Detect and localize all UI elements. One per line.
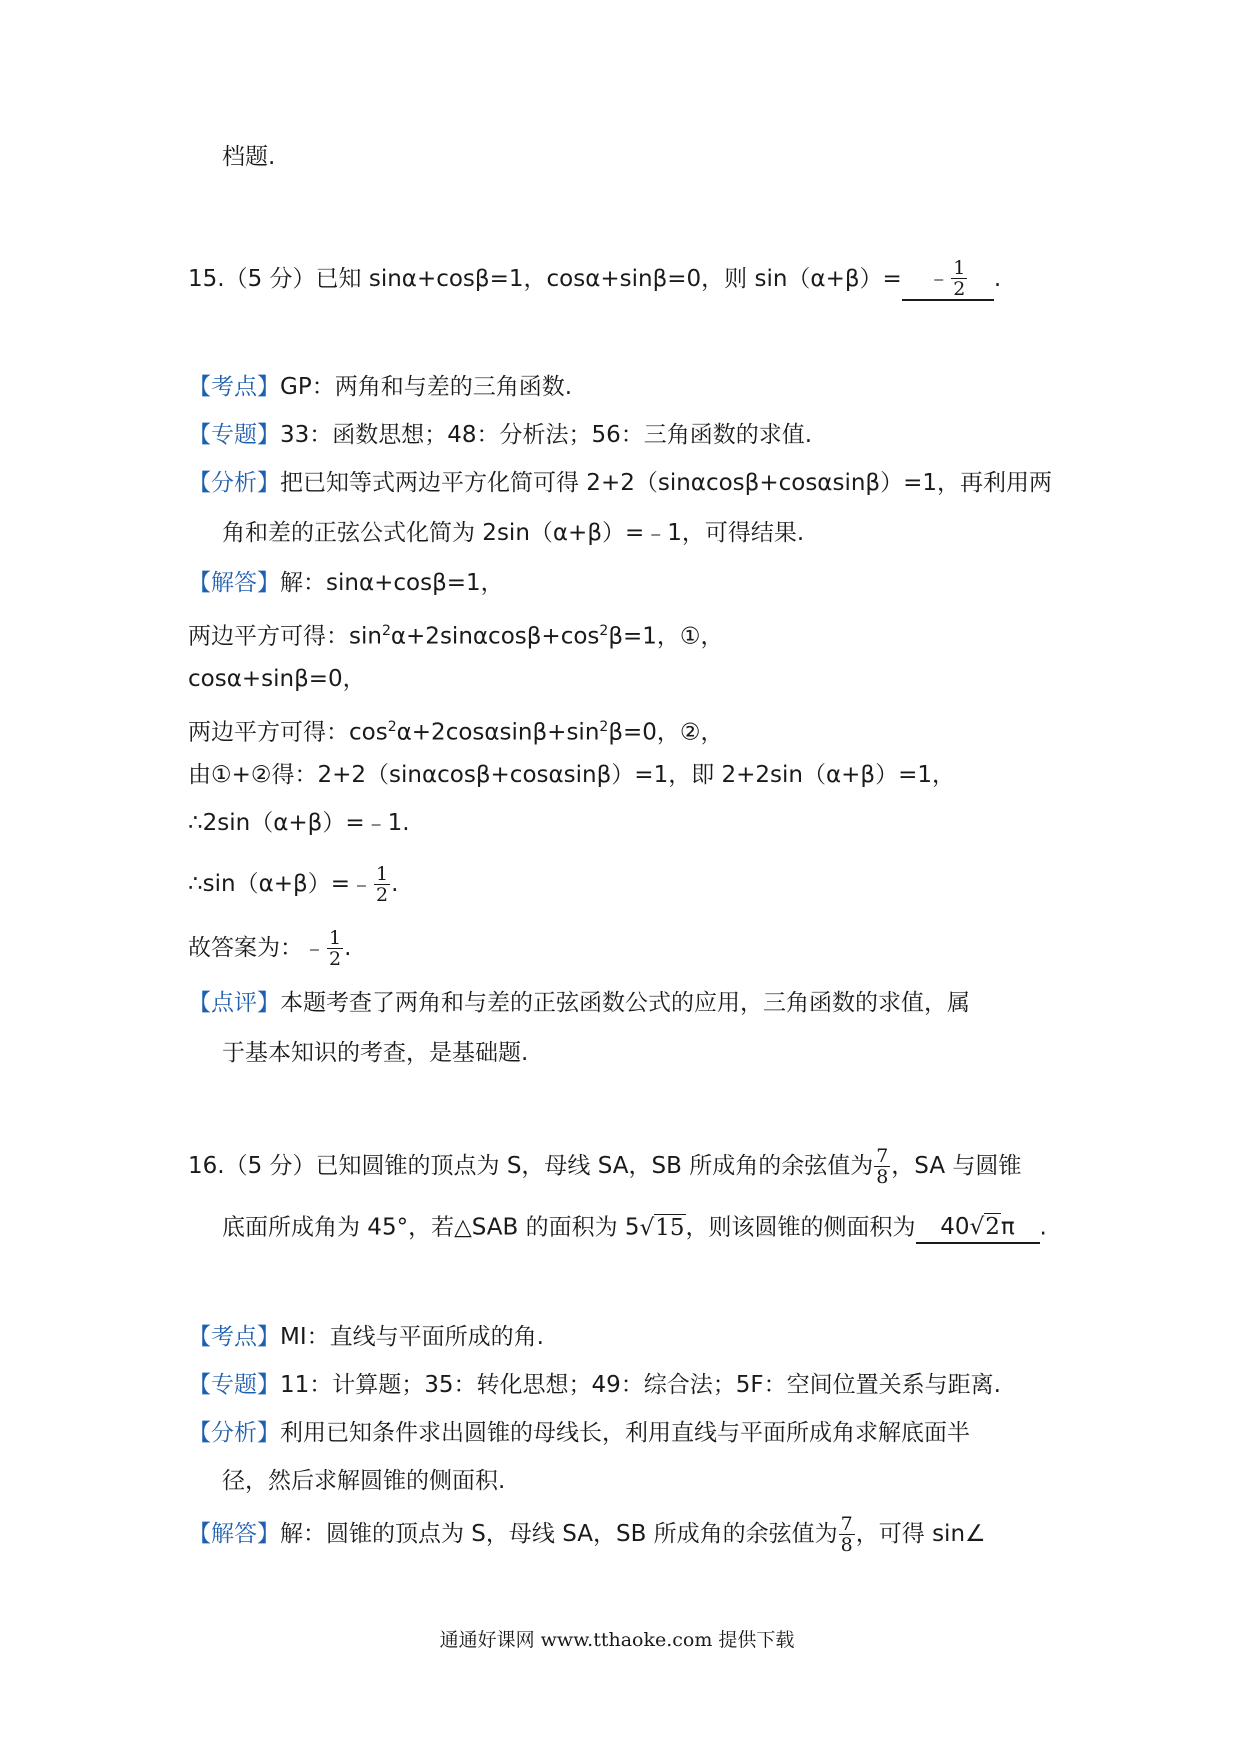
question-16-stem: 16.（5 分）已知圆锥的顶点为 S，母线 SA，SB 所成角的余弦值为 $\frac{7}{8}$ ，SA 与圆锥 (188, 1145, 1022, 1188)
solution-line: ∴2sin（α+β）=﹣1. (188, 810, 410, 836)
question-15-text: 15.（5 分）已知 sinα+cosβ=1，cosα+sinβ=0，则 sin（α+β）= (188, 266, 902, 292)
q15-fenxi-cont: 角和差的正弦公式化简为 2sin（α+β）=﹣1，可得结果. (222, 520, 805, 546)
q15-dianping: 【点评】本题考查了两角和与差的正弦函数公式的应用，三角函数的求值，属 (188, 990, 970, 1016)
solution-line: 两边平方可得：$\sin^2\alpha+2\sin\alpha\cos\beta+\cos^2\beta=1$，①， (188, 623, 724, 650)
section-tag: 【点评】 (188, 990, 280, 1016)
fraction: $\frac{1}{2}$ (375, 863, 389, 906)
section-tag: 【专题】 (188, 422, 280, 448)
section-tag: 【分析】 (188, 1420, 280, 1446)
q15-kaodian: 【考点】GP：两角和与差的三角函数. (188, 374, 573, 400)
question-16-stem-cont: 底面所成角为 45°，若△SAB 的面积为 5√15，则该圆锥的侧面积为 40√2π . (222, 1212, 1047, 1244)
q16-zhuanti: 【专题】11：计算题；35：转化思想；49：综合法；5F：空间位置关系与距离. (188, 1372, 1001, 1398)
final-answer-line: 故答案为：﹣ $\frac{1}{2}$ . (188, 927, 352, 970)
q15-fenxi: 【分析】把已知等式两边平方化简可得 2+2（sinαcosβ+cosαsinβ）=1，再利用两 (188, 470, 1053, 496)
carry-over-text: 档题. (222, 144, 276, 170)
fraction: $\frac{7}{8}$ (876, 1145, 889, 1188)
section-tag: 【考点】 (188, 374, 280, 400)
q16-kaodian: 【考点】MI：直线与平面所成的角. (188, 1324, 544, 1350)
solution-line: 两边平方可得：$\cos^2\alpha+2\cos\alpha\sin\beta+\sin^2\beta=0$，②， (188, 719, 724, 746)
solution-line: ∴sin（α+β）=﹣ $\frac{1}{2}$ . (188, 863, 399, 906)
fraction: $\frac{1}{2}$ (329, 927, 342, 970)
q15-jieda: 【解答】解：sinα+cosβ=1， (188, 570, 504, 596)
sqrt-expression: √2 (969, 1214, 1000, 1240)
question-15-stem: 15.（5 分）已知 sinα+cosβ=1，cosα+sinβ=0，则 sin（α+β）= ﹣ $\frac{1}{2}$ . (188, 257, 1002, 300)
sqrt-expression: √15 (639, 1214, 685, 1241)
section-tag: 【解答】 (188, 570, 280, 596)
answer-blank: 40√2π (916, 1212, 1040, 1244)
q16-fenxi-cont: 径，然后求解圆锥的侧面积. (222, 1468, 506, 1494)
section-tag: 【分析】 (188, 470, 280, 496)
page-footer: 通通好课网 www.tthaoke.com 提供下载 (439, 1629, 795, 1651)
q16-fenxi: 【分析】利用已知条件求出圆锥的母线长，利用直线与平面所成角求解底面半 (188, 1420, 970, 1446)
section-tag: 【解答】 (188, 1521, 280, 1547)
q15-zhuanti: 【专题】33：函数思想；48：分析法；56：三角函数的求值. (188, 422, 813, 448)
q15-dianping-cont: 于基本知识的考查，是基础题. (222, 1040, 529, 1066)
solution-line: cosα+sinβ=0， (188, 666, 366, 692)
q16-jieda: 【解答】解：圆锥的顶点为 S，母线 SA，SB 所成角的余弦值为 $\frac{7}{8}$ ，可得 sin∠ (188, 1513, 986, 1556)
section-tag: 【专题】 (188, 1372, 280, 1398)
section-tag: 【考点】 (188, 1324, 280, 1350)
answer-fraction: $\frac{1}{2}$ (953, 257, 966, 300)
solution-line: 由①+②得：2+2（sinαcosβ+cosαsinβ）=1，即 2+2sin（α+β）=1， (188, 762, 956, 788)
fraction: $\frac{7}{8}$ (840, 1513, 853, 1556)
answer-blank: ﹣ $\frac{1}{2}$ (902, 258, 994, 301)
